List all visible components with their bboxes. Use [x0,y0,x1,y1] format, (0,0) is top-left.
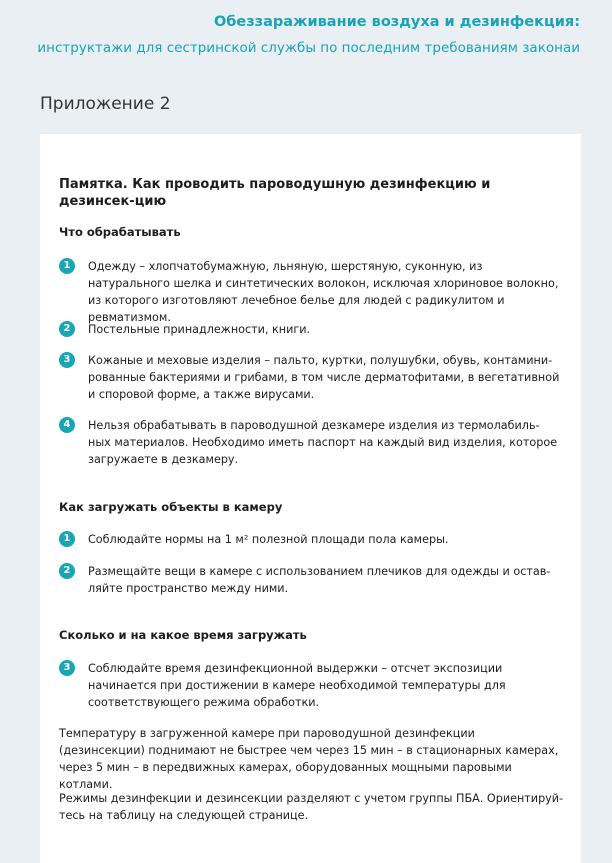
memo-card [40,134,581,863]
paragraph-temperature: Температуру в загруженной камере при пароводушной дезинфекции (дезинсекции) поднимают не быстрее чем через 15 мин – в стационарных камерах, через 5 мин – в передвижных камерах, оборудованных мощными паровыми котлами. [59,727,559,791]
running-header [0,0,612,80]
list-item-text: Одежду – хлопчатобумажную, льняную, шерстяную, суконную, из натурального шелка и синтетических волокон, исключая хлориновое волокно, из которого изготовляют лечебное белье для людей с радикулитом и ревматизмом. [88,260,559,324]
number-badge: 1 [59,531,75,547]
paragraph-modes: Режимы дезинфекции и дезинсекции разделяют с учетом группы ПБА. Ориентируй-тесь на таблицу на следующей странице. [59,792,564,822]
list-item-text: Соблюдайте время дезинфекционной выдержки – отсчет экспозиции начинается при достижении в камере необходимой температуры для соответствующего режима обработки. [88,662,506,709]
number-badge: 4 [59,417,75,433]
number-badge: 1 [59,258,75,274]
number-badge: 2 [59,563,75,579]
section-heading-what-to-treat: Что обрабатывать [59,225,181,239]
list-item-text: Нельзя обрабатывать в пароводушной дезкамере изделия из термолабиль-ных материалов. Необходимо иметь паспорт на каждый вид изделия, которое загружаете в дезкамеру. [88,419,558,466]
number-badge: 3 [59,352,75,368]
section-heading-how-to-load: Как загружать объекты в камеру [59,500,283,514]
header-title: Обеззараживание воздуха и дезинфекция: [213,14,580,30]
list-item-text: Кожаные и меховые изделия – пальто, куртки, полушубки, обувь, контамини-рованные бактериями и грибами, в том числе дерматофитами, в вегетативной и споровой форме, а также вирусами. [88,354,560,401]
appendix-label: Приложение 2 [40,94,171,114]
list-item-text: Соблюдайте нормы на 1 м² полезной площади пола камеры. [88,533,449,546]
list-item-text: Постельные принадлежности, книги. [88,323,311,336]
memo-title: Памятка. Как проводить пароводушную дезинфекцию и дезинсек-цию [59,177,491,209]
section-heading-how-long: Сколько и на какое время загружать [59,628,307,642]
header-subtitle: инструктажи для сестринской службы по последним требованиям законаи [37,40,580,56]
number-badge: 3 [59,660,75,676]
number-badge: 2 [59,321,75,337]
list-item-text: Размещайте вещи в камере с использованием плечиков для одежды и остав-ляйте пространство между ними. [88,565,551,595]
